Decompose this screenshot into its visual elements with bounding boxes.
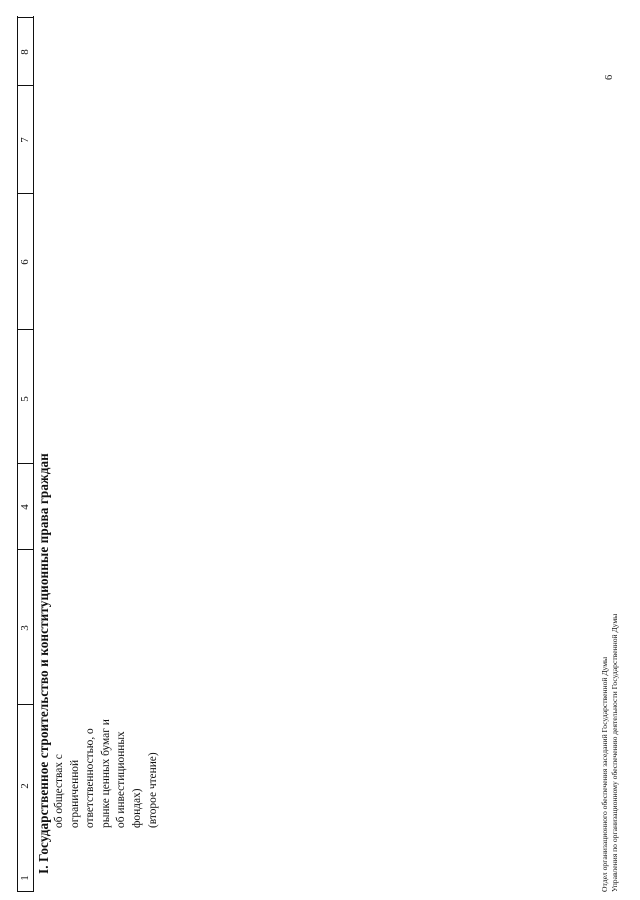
- column-number: 4: [19, 504, 31, 510]
- bill-reading-stage: (второе чтение): [146, 752, 159, 828]
- bill-title-line: ограниченной: [68, 759, 81, 828]
- column-divider: [18, 891, 33, 892]
- footer-directorate: Управления по организационному обеспечению деятельности Государственной Думы: [610, 613, 619, 892]
- column-divider: [18, 329, 33, 330]
- bill-title-line: ответственностью, о: [84, 728, 97, 828]
- bill-title-line: рынке ценных бумаг и: [99, 719, 112, 828]
- column-divider: [18, 85, 33, 86]
- column-number: 2: [19, 783, 31, 789]
- column-number: 5: [19, 396, 31, 402]
- column-divider: [18, 463, 33, 464]
- page-footer: [600, 614, 620, 892]
- column-number-header: [17, 16, 34, 892]
- column-number: 1: [19, 875, 31, 881]
- column-number: 7: [19, 137, 31, 143]
- page-number: 6: [604, 74, 615, 80]
- bill-title-line: об обществах с: [53, 754, 65, 828]
- section-heading: I. Государственное строительство и конституционные права граждан: [36, 453, 51, 874]
- column-number: 8: [19, 49, 31, 55]
- bill-title-line: фондах): [130, 788, 143, 828]
- column-number: 6: [19, 259, 31, 265]
- column-divider: [18, 17, 33, 18]
- column-divider: [18, 193, 33, 194]
- column-divider: [18, 704, 33, 705]
- column-number: 3: [19, 625, 31, 631]
- footer-department: Отдел организационного обеспечения заседаний Государственной Думы: [600, 656, 609, 892]
- bill-title-line: об инвестиционных: [115, 731, 128, 828]
- bill-title-cell: [52, 708, 161, 828]
- column-divider: [18, 549, 33, 550]
